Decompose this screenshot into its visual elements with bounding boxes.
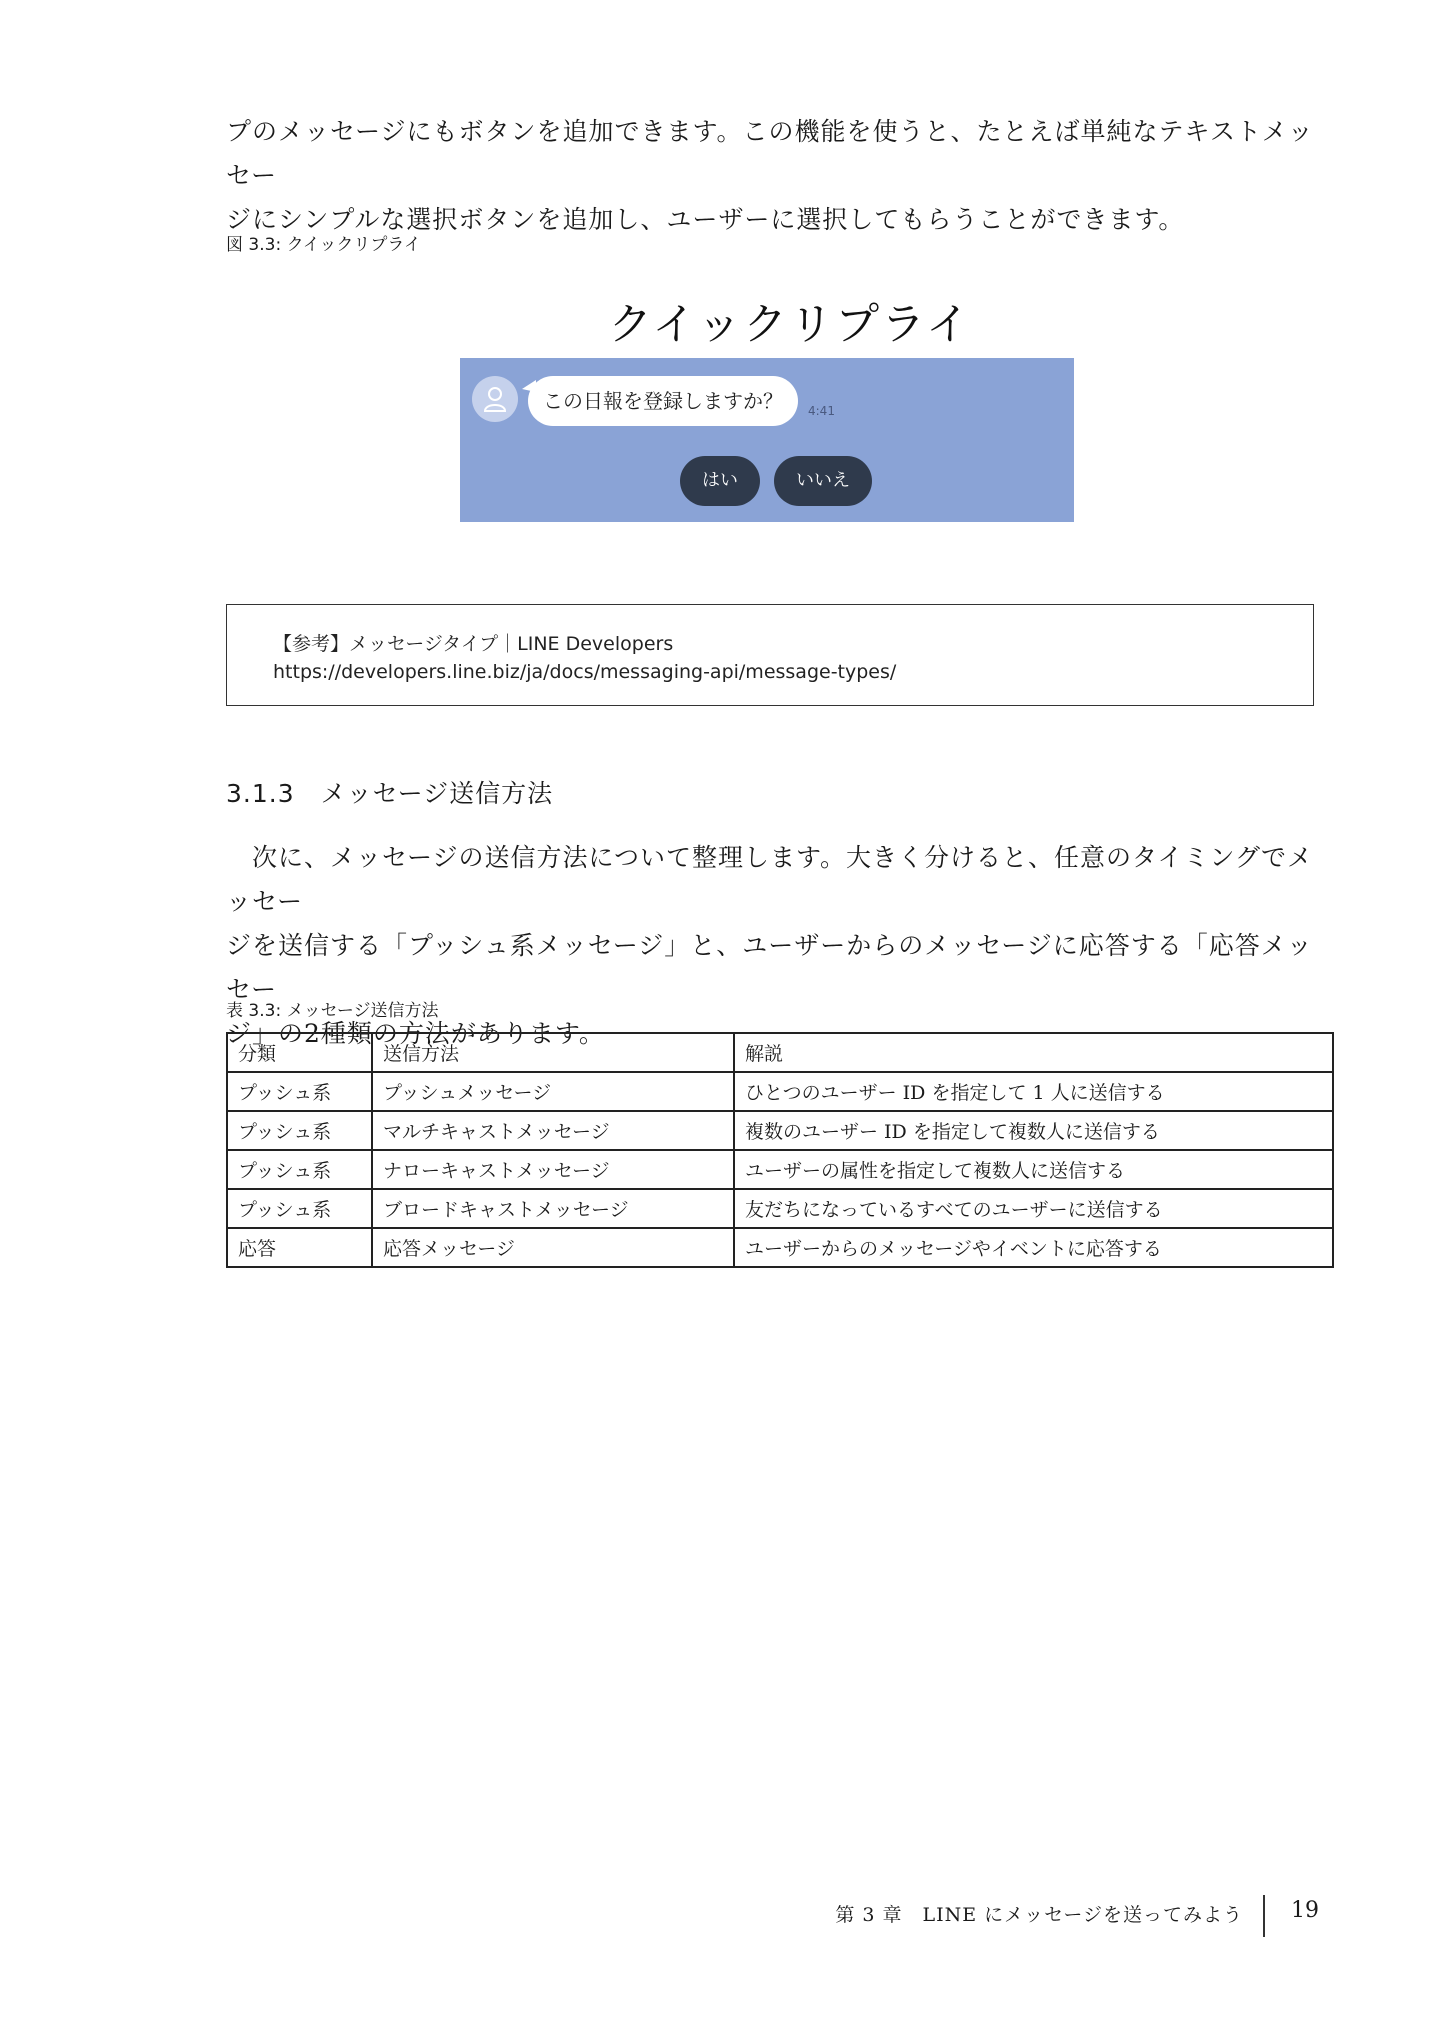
section-line-1: 次に、メッセージの送信方法について整理します。大きく分けると、任意のタイミングでメッセー xyxy=(226,843,1314,916)
table-row xyxy=(227,1150,1333,1189)
cell-method: プッシュメッセージ xyxy=(372,1072,734,1111)
cell-description: ユーザーの属性を指定して複数人に送信する xyxy=(734,1150,1333,1189)
table-row xyxy=(227,1072,1333,1111)
intro-line-1: プのメッセージにもボタンを追加できます。この機能を使うと、たとえば単純なテキストメッセー xyxy=(226,117,1314,190)
table-header-row xyxy=(227,1033,1333,1072)
section-title: メッセージ送信方法 xyxy=(320,779,554,808)
cell-description: 友だちになっているすべてのユーザーに送信する xyxy=(734,1189,1333,1228)
cell-description: ひとつのユーザー ID を指定して 1 人に送信する xyxy=(734,1072,1333,1111)
intro-paragraph xyxy=(226,110,1321,242)
intro-line-2: ジにシンプルな選択ボタンを追加し、ユーザーに選択してもらうことができます。 xyxy=(226,205,1185,234)
header-method: 送信方法 xyxy=(372,1033,734,1072)
chat-message-bubble: この日報を登録しますか？ xyxy=(528,376,798,426)
header-category: 分類 xyxy=(227,1033,372,1072)
section-heading xyxy=(226,774,553,810)
quick-reply-no-button[interactable]: いいえ xyxy=(774,456,872,506)
section-number: 3.1.3 xyxy=(226,779,295,808)
cell-description: ユーザーからのメッセージやイベントに応答する xyxy=(734,1228,1333,1267)
cell-category: プッシュ系 xyxy=(227,1189,372,1228)
reference-title: 【参考】メッセージタイプ｜LINE Developers xyxy=(273,633,674,655)
footer-chapter-title: 第 3 章 LINE にメッセージを送ってみよう xyxy=(835,1904,1243,1926)
chat-screenshot xyxy=(460,358,1074,522)
cell-category: プッシュ系 xyxy=(227,1111,372,1150)
message-method-table xyxy=(226,1032,1334,1268)
cell-method: マルチキャストメッセージ xyxy=(372,1111,734,1150)
figure-image-title: クイックリプライ xyxy=(608,299,972,350)
reference-box xyxy=(226,604,1314,706)
cell-method: ナローキャストメッセージ xyxy=(372,1150,734,1189)
section-line-2: ジを送信する「プッシュ系メッセージ」と、ユーザーからのメッセージに応答する「応答メッセー xyxy=(226,931,1313,1004)
header-description: 解説 xyxy=(734,1033,1333,1072)
table-row xyxy=(227,1189,1333,1228)
chat-timestamp: 4:41 xyxy=(808,404,835,418)
table-row xyxy=(227,1111,1333,1150)
cell-method: ブロードキャストメッセージ xyxy=(372,1189,734,1228)
cell-method: 応答メッセージ xyxy=(372,1228,734,1267)
section-line-3: ジ」の2種類の方法があります。 xyxy=(226,1019,605,1048)
cell-category: 応答 xyxy=(227,1228,372,1267)
cell-description: 複数のユーザー ID を指定して複数人に送信する xyxy=(734,1111,1333,1150)
cell-category: プッシュ系 xyxy=(227,1072,372,1111)
reference-url[interactable]: https://developers.line.biz/ja/docs/messaging-api/message-types/ xyxy=(273,661,897,683)
footer-divider xyxy=(1263,1895,1265,1937)
avatar xyxy=(472,376,518,422)
quick-reply-yes-button[interactable]: はい xyxy=(680,456,760,506)
section-paragraph xyxy=(226,836,1321,1056)
table-row xyxy=(227,1228,1333,1267)
page-number: 19 xyxy=(1291,1898,1319,1923)
figure-caption: 図 3.3: クイックリプライ xyxy=(226,235,421,255)
cell-category: プッシュ系 xyxy=(227,1150,372,1189)
table-caption: 表 3.3: メッセージ送信方法 xyxy=(226,1001,439,1021)
user-icon xyxy=(483,386,507,412)
